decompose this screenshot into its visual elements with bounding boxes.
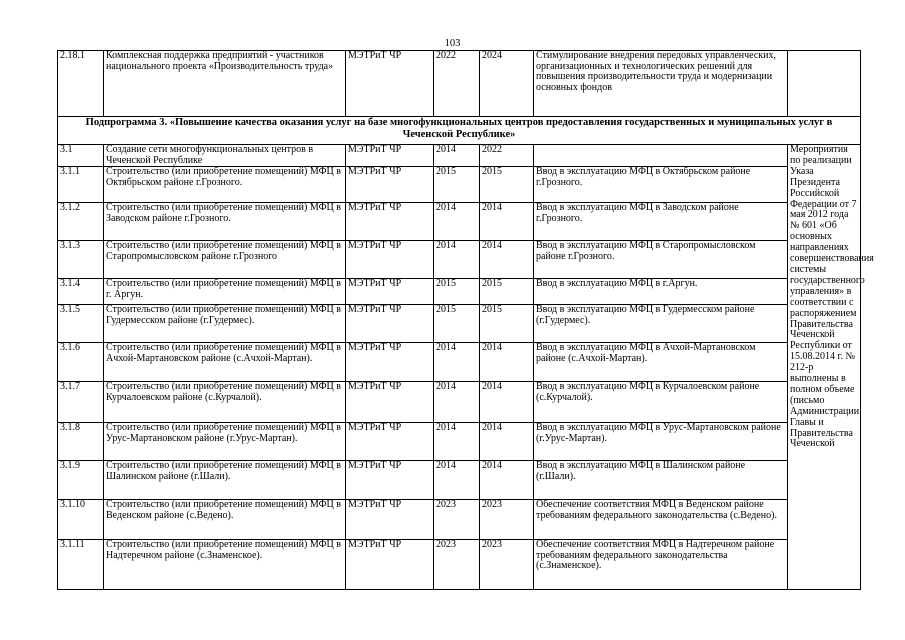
executor: МЭТРиТ ЧР [346, 167, 434, 203]
table-row [58, 500, 861, 540]
measure-name: Строительство (или приобретение помещений) МФЦ в Шалинском районе (г.Шали). [104, 461, 346, 500]
start-year: 2022 [434, 51, 480, 117]
expected-result: Ввод в эксплуатацию МФЦ в г.Аргун. [534, 279, 788, 305]
table-row [58, 241, 861, 279]
measure-name: Строительство (или приобретение помещений) МФЦ в Курчалоевском районе (с.Курчалой). [104, 382, 346, 423]
start-year: 2015 [434, 305, 480, 343]
row-number: 3.1.10 [58, 500, 104, 540]
subprogram-row [58, 117, 861, 145]
expected-result: Ввод в эксплуатацию МФЦ в Урус-Мартановском районе (г.Урус-Мартан). [534, 423, 788, 461]
executor: МЭТРиТ ЧР [346, 51, 434, 117]
measure-name: Строительство (или приобретение помещений) МФЦ в Урус-Мартановском районе (г.Урус-Мартан). [104, 423, 346, 461]
expected-result: Ввод в эксплуатацию МФЦ в Курчалоевском районе (с.Курчалой). [534, 382, 788, 423]
expected-result: Обеспечение соответствия МФЦ в Надтеречном районе требованиям федерального законодательства (с.Знаменское). [534, 540, 788, 590]
expected-result: Ввод в эксплуатацию МФЦ в Заводском районе г.Грозного. [534, 203, 788, 241]
end-year: 2015 [480, 305, 534, 343]
table-row [58, 382, 861, 423]
measure-name: Строительство (или приобретение помещений) МФЦ в Ачхой-Мартановском районе (с.Ачхой-Мартан). [104, 343, 346, 382]
executor: МЭТРиТ ЧР [346, 382, 434, 423]
end-year: 2022 [480, 145, 534, 167]
table-row [58, 305, 861, 343]
start-year: 2015 [434, 279, 480, 305]
table-row [58, 167, 861, 203]
start-year: 2023 [434, 500, 480, 540]
end-year: 2014 [480, 423, 534, 461]
row-number: 3.1.11 [58, 540, 104, 590]
end-year: 2023 [480, 500, 534, 540]
page-number: 103 [444, 38, 461, 49]
measure-name: Создание сети многофункциональных центров в Чеченской Республике [104, 145, 346, 167]
executor: МЭТРиТ ЧР [346, 279, 434, 305]
expected-result: Ввод в эксплуатацию МФЦ в Гудермесском районе (г.Гудермес). [534, 305, 788, 343]
table-row [58, 461, 861, 500]
row-number: 3.1.4 [58, 279, 104, 305]
executor: МЭТРиТ ЧР [346, 305, 434, 343]
end-year: 2014 [480, 382, 534, 423]
end-year: 2014 [480, 241, 534, 279]
executor: МЭТРиТ ЧР [346, 500, 434, 540]
table-row [58, 203, 861, 241]
expected-result: Ввод в эксплуатацию МФЦ в Ачхой-Мартановском районе (с.Ачхой-Мартан). [534, 343, 788, 382]
table-row [58, 279, 861, 305]
end-year: 2024 [480, 51, 534, 117]
table-row [58, 540, 861, 590]
start-year: 2014 [434, 343, 480, 382]
row-number: 3.1.2 [58, 203, 104, 241]
end-year: 2023 [480, 540, 534, 590]
measure-name: Строительство (или приобретение помещений) МФЦ в Старопромысловском районе г.Грозного [104, 241, 346, 279]
start-year: 2014 [434, 241, 480, 279]
row-number: 3.1.8 [58, 423, 104, 461]
start-year: 2014 [434, 145, 480, 167]
measure-name: Строительство (или приобретение помещений) МФЦ в Надтеречном районе (с.Знаменское). [104, 540, 346, 590]
executor: МЭТРиТ ЧР [346, 145, 434, 167]
row-number: 2.18.1 [58, 51, 104, 117]
measure-name: Строительство (или приобретение помещений) МФЦ в Веденском районе (с.Ведено). [104, 500, 346, 540]
expected-result: Стимулирование внедрения передовых управленческих, организационных и технологических решений для повышения производительности труда и модернизации основных фондов [534, 51, 788, 117]
expected-result: Ввод в эксплуатацию МФЦ в Октябрьском районе г.Грозного. [534, 167, 788, 203]
start-year: 2014 [434, 461, 480, 500]
end-year: 2014 [480, 203, 534, 241]
program-table [57, 50, 874, 590]
measure-name: Строительство (или приобретение помещений) МФЦ в г. Аргун. [104, 279, 346, 305]
start-year: 2014 [434, 203, 480, 241]
note-text: Мероприятия по реализации Указа Президента Российской Федерации от 7 мая 2012 года № 601 «Об основных направлениях совершенствования системы государственного управления» в соответствии с распоряжением Правительства Чеченской Республики от 15.08.2014 г. № 212-р выполнены в полном объеме (письмо Администрации Главы и Правительства Чеченской [788, 145, 861, 590]
measure-name: Комплексная поддержка предприятий - участников национального проекта «Производительность труда» [104, 51, 346, 117]
measure-name: Строительство (или приобретение помещений) МФЦ в Октябрьском районе г.Грозного. [104, 167, 346, 203]
end-year: 2014 [480, 461, 534, 500]
executor: МЭТРиТ ЧР [346, 423, 434, 461]
row-number: 3.1.9 [58, 461, 104, 500]
executor: МЭТРиТ ЧР [346, 343, 434, 382]
row-number: 3.1.1 [58, 167, 104, 203]
start-year: 2014 [434, 382, 480, 423]
expected-result: Ввод в эксплуатацию МФЦ в Старопромысловском районе г.Грозного. [534, 241, 788, 279]
measure-name: Строительство (или приобретение помещений) МФЦ в Заводском районе г.Грозного. [104, 203, 346, 241]
measure-name: Строительство (или приобретение помещений) МФЦ в Гудермесском районе (г.Гудермес). [104, 305, 346, 343]
expected-result: Ввод в эксплуатацию МФЦ в Шалинском районе (г.Шали). [534, 461, 788, 500]
table-row [58, 423, 861, 461]
row-number: 3.1.5 [58, 305, 104, 343]
table-row [58, 51, 861, 117]
notes-cell [788, 51, 861, 117]
table-row [58, 343, 861, 382]
executor: МЭТРиТ ЧР [346, 540, 434, 590]
start-year: 2015 [434, 167, 480, 203]
end-year: 2015 [480, 167, 534, 203]
expected-result [534, 145, 788, 167]
row-number: 3.1.6 [58, 343, 104, 382]
start-year: 2023 [434, 540, 480, 590]
executor: МЭТРиТ ЧР [346, 203, 434, 241]
end-year: 2015 [480, 279, 534, 305]
executor: МЭТРиТ ЧР [346, 241, 434, 279]
expected-result: Обеспечение соответствия МФЦ в Веденском районе требованиям федерального законодательства (с.Ведено). [534, 500, 788, 540]
subprogram-title: Подпрограмма 3. «Повышение качества оказания услуг на базе многофункциональных центров предоставления государственных и муниципальных услуг в Чеченской Республике» [58, 117, 861, 145]
table-row [58, 145, 861, 167]
row-number: 3.1 [58, 145, 104, 167]
row-number: 3.1.3 [58, 241, 104, 279]
executor: МЭТРиТ ЧР [346, 461, 434, 500]
end-year: 2014 [480, 343, 534, 382]
start-year: 2014 [434, 423, 480, 461]
row-number: 3.1.7 [58, 382, 104, 423]
